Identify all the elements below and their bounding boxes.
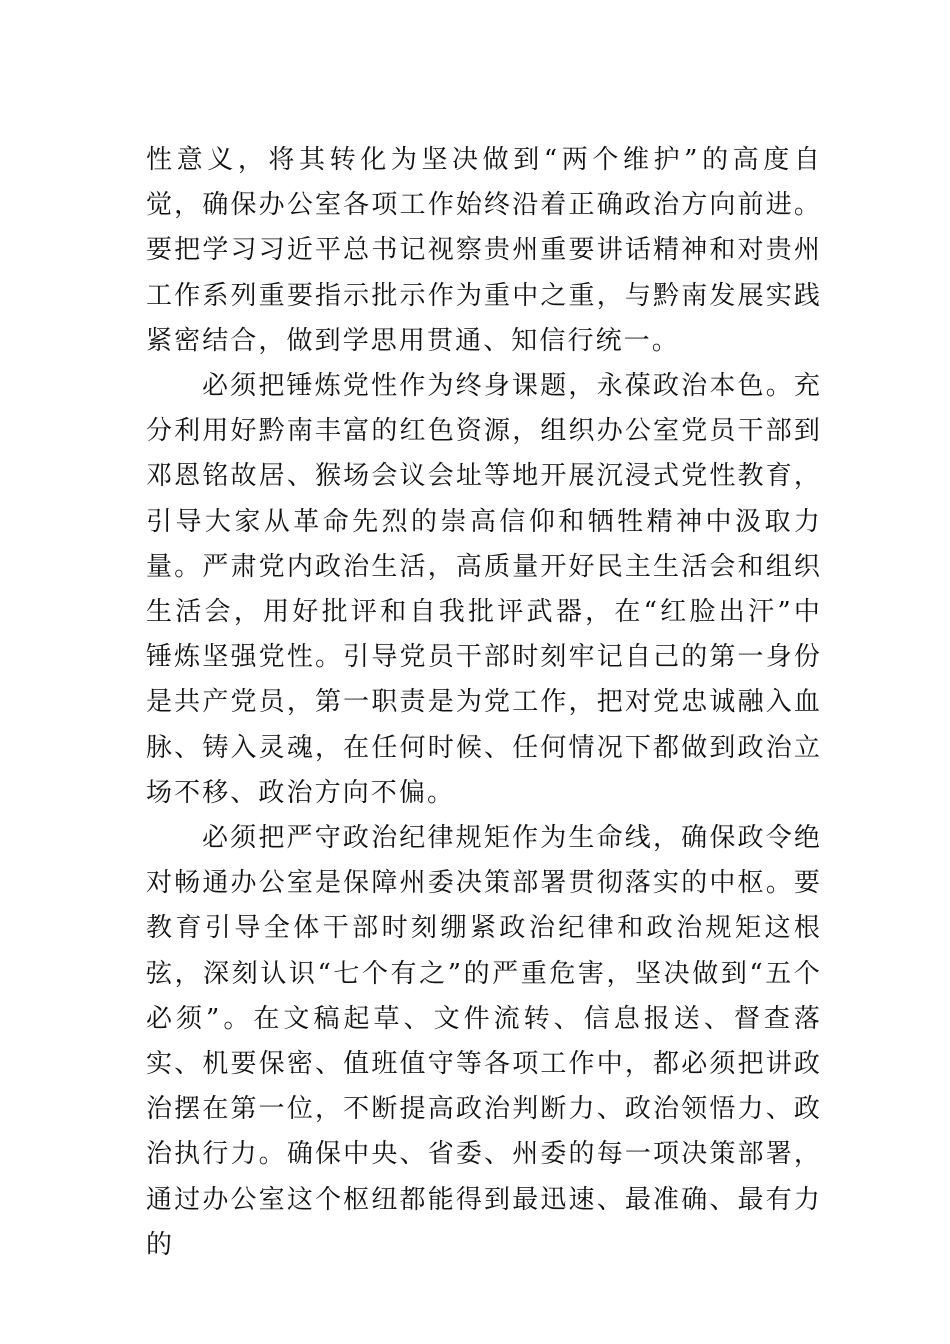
paragraph-continued: 性意义，将其转化为坚决做到“两个维护”的高度自觉，确保办公室各项工作始终沿着正确政治方向前进。要把学习习近平总书记视察贵州重要讲话精神和对贵州工作系列重要指示批示作为重中之重，与黔南发展实践紧密结合，做到学思用贯通、知信行统一。 [146,145,822,356]
document-body [146,138,822,1268]
paragraph-party-spirit: 必须把锤炼党性作为终身课题，永葆政治本色。充分利用好黔南丰富的红色资源，组织办公室党员干部到邓恩铭故居、猴场会议会址等地开展沉浸式党性教育，引导大家从革命先烈的崇高信仰和牺牲精神中汲取力量。严肃党内政治生活，高质量开好民主生活会和组织生活会，用好批评和自我批评武器，在“红脸出汗”中锤炼坚强党性。引导党员干部时刻牢记自己的第一身份是共产党员，第一职责是为党工作，把对党忠诚融入血脉、铸入灵魂，在任何时候、任何情况下都做到政治立场不移、政治方向不偏。 [146,371,822,808]
paragraph-political-discipline: 必须把严守政治纪律规矩作为生命线，确保政令绝对畅通办公室是保障州委决策部署贯彻落实的中枢。要教育引导全体干部时刻绷紧政治纪律和政治规矩这根弦，深刻认识“七个有之”的严重危害，坚决做到“五个必须”。在文稿起草、文件流转、信息报送、督查落实、机要保密、值班值守等各项工作中，都必须把讲政治摆在第一位，不断提高政治判断力、政治领悟力、政治执行力。确保中央、省委、州委的每一项决策部署，通过办公室这个枢纽都能得到最迅速、最准确、最有力的 [146,823,822,1260]
